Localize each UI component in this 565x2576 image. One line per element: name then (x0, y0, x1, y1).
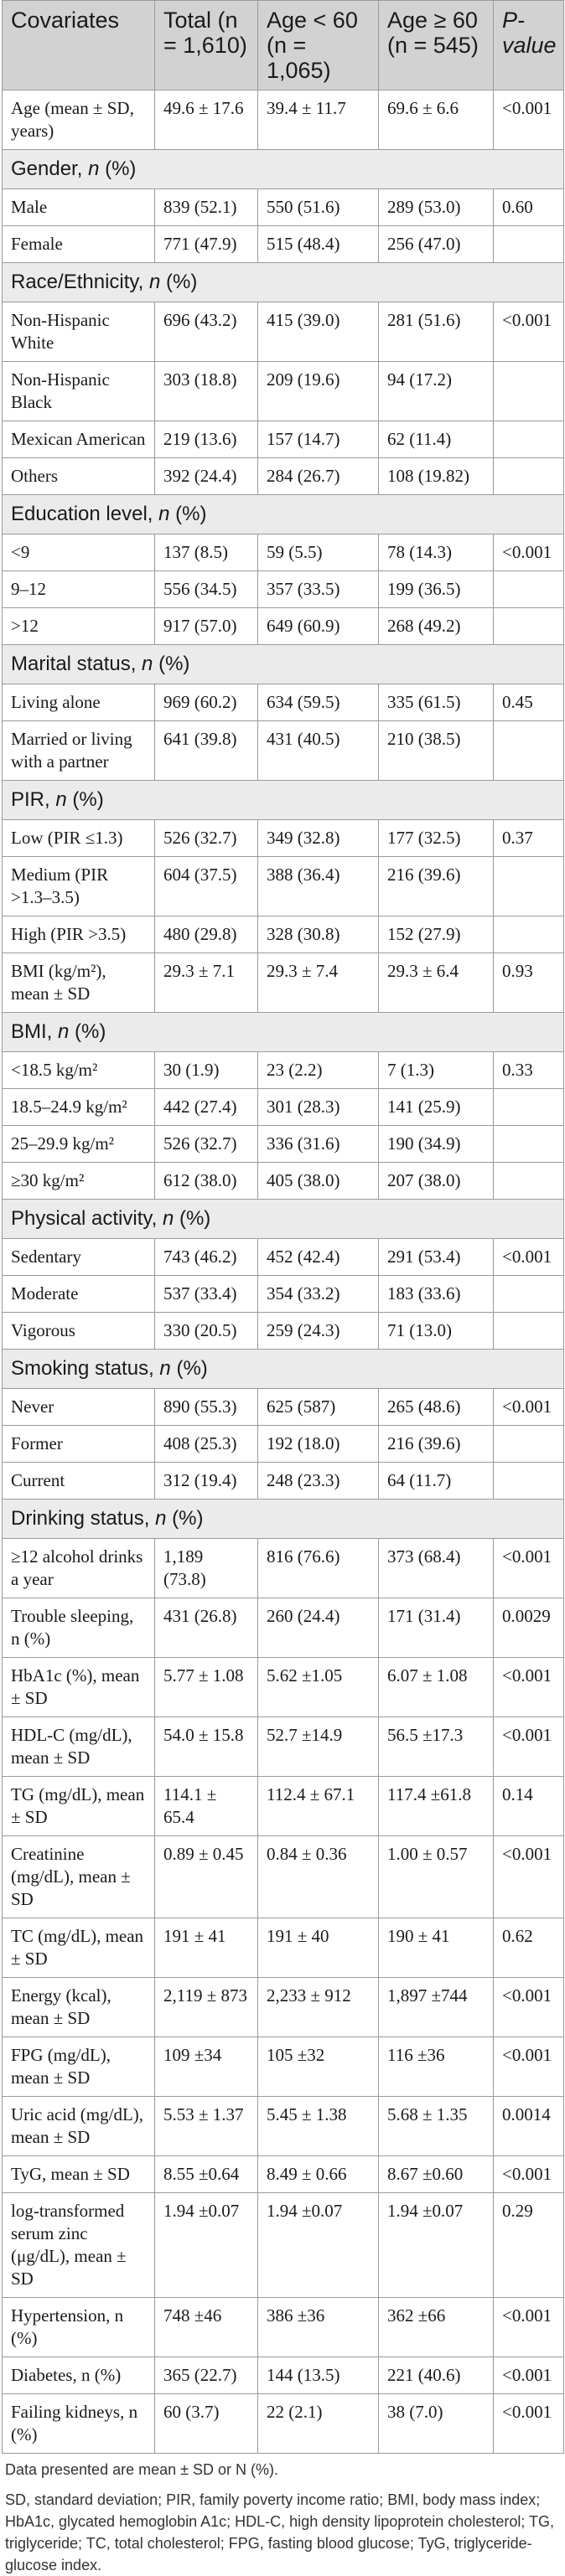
covariate-cell: Trouble sleeping, n (%) (3, 1598, 155, 1658)
footnote-data-presented: Data presented are mean ± SD or N (%). (5, 2461, 279, 2478)
age-under-60-cell: 0.84 ± 0.36 (258, 1836, 379, 1918)
covariate-cell: BMI (kg/m²), mean ± SD (3, 953, 155, 1013)
total-cell: 641 (39.8) (155, 721, 258, 781)
total-cell: 2,119 ± 873 (155, 1978, 258, 2037)
age-60-plus-cell: 335 (61.5) (379, 684, 494, 721)
p-value-cell: 0.60 (494, 189, 564, 226)
covariate-cell: log-transformed serum zinc (μg/dL), mean ± SD (3, 2193, 155, 2298)
header-covariates: Covariates (3, 1, 155, 90)
age-under-60-cell: 29.3 ± 7.4 (258, 953, 379, 1013)
table-row (3, 1163, 564, 1200)
covariate-cell: Current (3, 1463, 155, 1500)
total-cell: 408 (25.3) (155, 1426, 258, 1463)
age-60-plus-cell: 38 (7.0) (379, 2394, 494, 2454)
age-under-60-cell: 23 (2.2) (258, 1052, 379, 1089)
age-under-60-cell: 649 (60.9) (258, 608, 379, 645)
section-header-row (3, 1013, 564, 1052)
p-value-cell (494, 1426, 564, 1463)
age-60-plus-cell: 116 ±36 (379, 2037, 494, 2097)
p-value-cell: <0.001 (494, 2357, 564, 2394)
p-value-cell (494, 916, 564, 953)
p-value-cell: 0.37 (494, 820, 564, 857)
p-value-cell (494, 421, 564, 458)
section-header-row (3, 1500, 564, 1539)
age-60-plus-cell: 152 (27.9) (379, 916, 494, 953)
baseline-characteristics-table (2, 0, 564, 2454)
total-cell: 8.55 ±0.64 (155, 2156, 258, 2193)
covariate-cell: Uric acid (mg/dL), mean ± SD (3, 2097, 155, 2156)
total-cell: 392 (24.4) (155, 458, 258, 495)
table-row (3, 1463, 564, 1500)
section-header-label: Marital status, n (%) (3, 645, 564, 684)
age-60-plus-cell: 207 (38.0) (379, 1163, 494, 1200)
table-body (3, 90, 564, 2454)
covariate-cell: Failing kidneys, n (%) (3, 2394, 155, 2454)
covariate-cell: Age (mean ± SD, years) (3, 90, 155, 150)
p-value-cell: <0.001 (494, 90, 564, 150)
table-row (3, 1052, 564, 1089)
covariate-cell: <18.5 kg/m² (3, 1052, 155, 1089)
table-row (3, 820, 564, 857)
header-p-value: P-value (494, 1, 564, 90)
p-value-cell: 0.29 (494, 2193, 564, 2298)
total-cell: 49.6 ± 17.6 (155, 90, 258, 150)
total-cell: 137 (8.5) (155, 534, 258, 571)
age-60-plus-cell: 71 (13.0) (379, 1313, 494, 1350)
covariate-cell: Diabetes, n (%) (3, 2357, 155, 2394)
total-cell: 890 (55.3) (155, 1389, 258, 1426)
age-under-60-cell: 260 (24.4) (258, 1598, 379, 1658)
age-under-60-cell: 105 ±32 (258, 2037, 379, 2097)
age-60-plus-cell: 281 (51.6) (379, 302, 494, 362)
covariate-cell: Others (3, 458, 155, 495)
covariate-cell: HbA1c (%), mean ± SD (3, 1658, 155, 1717)
age-60-plus-cell: 69.6 ± 6.6 (379, 90, 494, 150)
table-row (3, 534, 564, 571)
p-value-cell: <0.001 (494, 1978, 564, 2037)
table-row (3, 2394, 564, 2454)
covariate-cell: Married or living with a partner (3, 721, 155, 781)
covariate-cell: ≥30 kg/m² (3, 1163, 155, 1200)
total-cell: 109 ±34 (155, 2037, 258, 2097)
p-value-cell: <0.001 (494, 2298, 564, 2357)
table-row (3, 916, 564, 953)
total-cell: 743 (46.2) (155, 1239, 258, 1276)
section-header-label: Physical activity, n (%) (3, 1200, 564, 1239)
table-row (3, 421, 564, 458)
age-60-plus-cell: 199 (36.5) (379, 571, 494, 608)
total-cell: 60 (3.7) (155, 2394, 258, 2454)
section-header-row (3, 263, 564, 302)
p-value-cell: <0.001 (494, 1389, 564, 1426)
age-under-60-cell: 336 (31.6) (258, 1126, 379, 1163)
covariate-cell: Vigorous (3, 1313, 155, 1350)
section-header-label: Race/Ethnicity, n (%) (3, 263, 564, 302)
header-row (3, 1, 564, 90)
p-value-cell (494, 362, 564, 421)
covariate-cell: 25–29.9 kg/m² (3, 1126, 155, 1163)
age-under-60-cell: 5.62 ±1.05 (258, 1658, 379, 1717)
covariate-cell: TG (mg/dL), mean ± SD (3, 1777, 155, 1836)
table-row (3, 1918, 564, 1978)
age-60-plus-cell: 6.07 ± 1.08 (379, 1658, 494, 1717)
age-under-60-cell: 328 (30.8) (258, 916, 379, 953)
age-under-60-cell: 550 (51.6) (258, 189, 379, 226)
table-row (3, 1426, 564, 1463)
total-cell: 1,189 (73.8) (155, 1539, 258, 1598)
total-cell: 526 (32.7) (155, 820, 258, 857)
table-row (3, 1313, 564, 1350)
covariate-cell: TyG, mean ± SD (3, 2156, 155, 2193)
covariate-cell: Living alone (3, 684, 155, 721)
section-header-label: Smoking status, n (%) (3, 1350, 564, 1389)
covariate-cell: ≥12 alcohol drinks a year (3, 1539, 155, 1598)
table-row (3, 2156, 564, 2193)
table-row (3, 302, 564, 362)
p-value-cell (494, 721, 564, 781)
age-under-60-cell: 634 (59.5) (258, 684, 379, 721)
table-row (3, 2298, 564, 2357)
section-header-label: BMI, n (%) (3, 1013, 564, 1052)
p-value-cell (494, 1463, 564, 1500)
covariate-cell: FPG (mg/dL), mean ± SD (3, 2037, 155, 2097)
age-60-plus-cell: 268 (49.2) (379, 608, 494, 645)
total-cell: 696 (43.2) (155, 302, 258, 362)
age-under-60-cell: 59 (5.5) (258, 534, 379, 571)
table-row (3, 1239, 564, 1276)
table-row (3, 1598, 564, 1658)
age-60-plus-cell: 216 (39.6) (379, 857, 494, 916)
p-value-cell (494, 1163, 564, 1200)
table-row (3, 1978, 564, 2037)
age-60-plus-cell: 221 (40.6) (379, 2357, 494, 2394)
total-cell: 917 (57.0) (155, 608, 258, 645)
age-under-60-cell: 248 (23.3) (258, 1463, 379, 1500)
covariate-cell: Low (PIR ≤1.3) (3, 820, 155, 857)
total-cell: 365 (22.7) (155, 2357, 258, 2394)
header-age-60-plus: Age ≥ 60 (n = 545) (379, 1, 494, 90)
age-under-60-cell: 191 ± 40 (258, 1918, 379, 1978)
covariate-cell: Moderate (3, 1276, 155, 1313)
total-cell: 748 ±46 (155, 2298, 258, 2357)
table-row (3, 1539, 564, 1598)
table-row (3, 721, 564, 781)
age-60-plus-cell: 29.3 ± 6.4 (379, 953, 494, 1013)
p-value-cell (494, 1313, 564, 1350)
total-cell: 330 (20.5) (155, 1313, 258, 1350)
age-under-60-cell: 349 (32.8) (258, 820, 379, 857)
section-header-label: PIR, n (%) (3, 781, 564, 820)
age-60-plus-cell: 171 (31.4) (379, 1598, 494, 1658)
p-value-cell (494, 1126, 564, 1163)
age-60-plus-cell: 1.00 ± 0.57 (379, 1836, 494, 1918)
age-under-60-cell: 39.4 ± 11.7 (258, 90, 379, 150)
age-60-plus-cell: 373 (68.4) (379, 1539, 494, 1598)
age-60-plus-cell: 78 (14.3) (379, 534, 494, 571)
age-60-plus-cell: 141 (25.9) (379, 1089, 494, 1126)
covariate-cell: 18.5–24.9 kg/m² (3, 1089, 155, 1126)
total-cell: 1.94 ±0.07 (155, 2193, 258, 2298)
p-value-cell (494, 857, 564, 916)
age-60-plus-cell: 8.67 ±0.60 (379, 2156, 494, 2193)
table-row (3, 2193, 564, 2298)
p-value-cell: 0.45 (494, 684, 564, 721)
age-under-60-cell: 52.7 ±14.9 (258, 1717, 379, 1777)
total-cell: 312 (19.4) (155, 1463, 258, 1500)
covariate-cell: Hypertension, n (%) (3, 2298, 155, 2357)
p-value-cell: <0.001 (494, 2394, 564, 2454)
p-value-cell: <0.001 (494, 1836, 564, 1918)
p-value-cell: <0.001 (494, 2037, 564, 2097)
table-row (3, 362, 564, 421)
p-value-cell: 0.62 (494, 1918, 564, 1978)
age-under-60-cell: 301 (28.3) (258, 1089, 379, 1126)
p-value-cell (494, 1276, 564, 1313)
p-value-cell (494, 458, 564, 495)
p-value-cell: <0.001 (494, 1658, 564, 1717)
section-header-label: Gender, n (%) (3, 150, 564, 189)
age-60-plus-cell: 256 (47.0) (379, 226, 494, 263)
section-header-label: Drinking status, n (%) (3, 1500, 564, 1539)
total-cell: 114.1 ± 65.4 (155, 1777, 258, 1836)
table-row (3, 1276, 564, 1313)
total-cell: 556 (34.5) (155, 571, 258, 608)
age-under-60-cell: 144 (13.5) (258, 2357, 379, 2394)
age-under-60-cell: 8.49 ± 0.66 (258, 2156, 379, 2193)
age-60-plus-cell: 1.94 ±0.07 (379, 2193, 494, 2298)
footnote-abbreviations: SD, standard deviation; PIR, family poverty income ratio; BMI, body mass index; HbA1c, glycated hemoglobin A1c; HDL-C, high density lipoprotein cholesterol; TG, triglyceride; TC, total cholesterol; FPG, fasting blood glucose; TyG, triglyceride-glucose index. (5, 2491, 555, 2573)
p-value-cell: 0.0014 (494, 2097, 564, 2156)
total-cell: 303 (18.8) (155, 362, 258, 421)
age-60-plus-cell: 190 (34.9) (379, 1126, 494, 1163)
table-row (3, 571, 564, 608)
covariate-cell: 9–12 (3, 571, 155, 608)
p-value-cell: 0.33 (494, 1052, 564, 1089)
p-value-cell: <0.001 (494, 534, 564, 571)
age-60-plus-cell: 216 (39.6) (379, 1426, 494, 1463)
total-cell: 5.77 ± 1.08 (155, 1658, 258, 1717)
age-under-60-cell: 415 (39.0) (258, 302, 379, 362)
p-value-cell: <0.001 (494, 302, 564, 362)
age-60-plus-cell: 362 ±66 (379, 2298, 494, 2357)
total-cell: 480 (29.8) (155, 916, 258, 953)
age-under-60-cell: 157 (14.7) (258, 421, 379, 458)
table-row (3, 1658, 564, 1717)
header-age-under-60: Age < 60 (n = 1,065) (258, 1, 379, 90)
age-under-60-cell: 405 (38.0) (258, 1163, 379, 1200)
age-60-plus-cell: 177 (32.5) (379, 820, 494, 857)
age-60-plus-cell: 265 (48.6) (379, 1389, 494, 1426)
covariate-cell: High (PIR >3.5) (3, 916, 155, 953)
age-under-60-cell: 5.45 ± 1.38 (258, 2097, 379, 2156)
covariate-cell: Male (3, 189, 155, 226)
section-header-row (3, 1200, 564, 1239)
table-row (3, 953, 564, 1013)
p-value-cell: <0.001 (494, 1539, 564, 1598)
section-header-label: Education level, n (%) (3, 495, 564, 534)
age-under-60-cell: 357 (33.5) (258, 571, 379, 608)
age-60-plus-cell: 94 (17.2) (379, 362, 494, 421)
age-60-plus-cell: 183 (33.6) (379, 1276, 494, 1313)
age-under-60-cell: 192 (18.0) (258, 1426, 379, 1463)
table-row (3, 189, 564, 226)
total-cell: 442 (27.4) (155, 1089, 258, 1126)
age-60-plus-cell: 117.4 ±61.8 (379, 1777, 494, 1836)
section-header-row (3, 781, 564, 820)
age-60-plus-cell: 289 (53.0) (379, 189, 494, 226)
p-value-cell: <0.001 (494, 1717, 564, 1777)
table-row (3, 608, 564, 645)
age-60-plus-cell: 1,897 ±744 (379, 1978, 494, 2037)
covariate-cell: >12 (3, 608, 155, 645)
age-under-60-cell: 816 (76.6) (258, 1539, 379, 1598)
p-value-cell (494, 571, 564, 608)
p-value-cell: 0.14 (494, 1777, 564, 1836)
total-cell: 30 (1.9) (155, 1052, 258, 1089)
age-under-60-cell: 22 (2.1) (258, 2394, 379, 2454)
age-under-60-cell: 209 (19.6) (258, 362, 379, 421)
table-row (3, 2097, 564, 2156)
table-row (3, 2357, 564, 2394)
section-header-row (3, 495, 564, 534)
p-value-cell (494, 226, 564, 263)
age-under-60-cell: 354 (33.2) (258, 1276, 379, 1313)
total-cell: 431 (26.8) (155, 1598, 258, 1658)
section-header-row (3, 1350, 564, 1389)
age-60-plus-cell: 108 (19.82) (379, 458, 494, 495)
covariate-cell: Non-Hispanic White (3, 302, 155, 362)
total-cell: 839 (52.1) (155, 189, 258, 226)
covariate-cell: Medium (PIR >1.3–3.5) (3, 857, 155, 916)
age-under-60-cell: 284 (26.7) (258, 458, 379, 495)
age-60-plus-cell: 291 (53.4) (379, 1239, 494, 1276)
covariate-cell: Female (3, 226, 155, 263)
age-under-60-cell: 625 (587) (258, 1389, 379, 1426)
p-value-cell (494, 608, 564, 645)
table-row (3, 90, 564, 150)
total-cell: 612 (38.0) (155, 1163, 258, 1200)
age-60-plus-cell: 210 (38.5) (379, 721, 494, 781)
section-header-row (3, 645, 564, 684)
covariate-cell: Mexican American (3, 421, 155, 458)
table-row (3, 1836, 564, 1918)
age-under-60-cell: 452 (42.4) (258, 1239, 379, 1276)
total-cell: 537 (33.4) (155, 1276, 258, 1313)
table-row (3, 2037, 564, 2097)
covariate-cell: HDL-C (mg/dL), mean ± SD (3, 1717, 155, 1777)
total-cell: 29.3 ± 7.1 (155, 953, 258, 1013)
total-cell: 54.0 ± 15.8 (155, 1717, 258, 1777)
total-cell: 969 (60.2) (155, 684, 258, 721)
covariate-cell: Creatinine (mg/dL), mean ± SD (3, 1836, 155, 1918)
age-under-60-cell: 386 ±36 (258, 2298, 379, 2357)
age-under-60-cell: 515 (48.4) (258, 226, 379, 263)
p-value-cell: 0.93 (494, 953, 564, 1013)
age-under-60-cell: 1.94 ±0.07 (258, 2193, 379, 2298)
table-row (3, 1089, 564, 1126)
total-cell: 604 (37.5) (155, 857, 258, 916)
p-value-cell: <0.001 (494, 1239, 564, 1276)
total-cell: 771 (47.9) (155, 226, 258, 263)
table-row (3, 226, 564, 263)
total-cell: 219 (13.6) (155, 421, 258, 458)
covariate-cell: Never (3, 1389, 155, 1426)
table-row (3, 1717, 564, 1777)
age-under-60-cell: 259 (24.3) (258, 1313, 379, 1350)
covariate-cell: <9 (3, 534, 155, 571)
covariate-cell: Sedentary (3, 1239, 155, 1276)
table-row (3, 1777, 564, 1836)
total-cell: 0.89 ± 0.45 (155, 1836, 258, 1918)
age-under-60-cell: 431 (40.5) (258, 721, 379, 781)
age-60-plus-cell: 5.68 ± 1.35 (379, 2097, 494, 2156)
age-60-plus-cell: 56.5 ±17.3 (379, 1717, 494, 1777)
p-value-cell: 0.0029 (494, 1598, 564, 1658)
age-under-60-cell: 2,233 ± 912 (258, 1978, 379, 2037)
p-value-cell: <0.001 (494, 2156, 564, 2193)
section-header-row (3, 150, 564, 189)
covariate-cell: TC (mg/dL), mean ± SD (3, 1918, 155, 1978)
age-60-plus-cell: 64 (11.7) (379, 1463, 494, 1500)
total-cell: 526 (32.7) (155, 1126, 258, 1163)
age-60-plus-cell: 62 (11.4) (379, 421, 494, 458)
table-row (3, 857, 564, 916)
covariate-cell: Former (3, 1426, 155, 1463)
total-cell: 191 ± 41 (155, 1918, 258, 1978)
age-60-plus-cell: 7 (1.3) (379, 1052, 494, 1089)
table-row (3, 458, 564, 495)
table-row (3, 1389, 564, 1426)
covariate-cell: Non-Hispanic Black (3, 362, 155, 421)
table-row (3, 684, 564, 721)
header-total: Total (n = 1,610) (155, 1, 258, 90)
age-under-60-cell: 112.4 ± 67.1 (258, 1777, 379, 1836)
age-under-60-cell: 388 (36.4) (258, 857, 379, 916)
covariate-cell: Energy (kcal), mean ± SD (3, 1978, 155, 2037)
table-row (3, 1126, 564, 1163)
p-value-cell (494, 1089, 564, 1126)
age-60-plus-cell: 190 ± 41 (379, 1918, 494, 1978)
total-cell: 5.53 ± 1.37 (155, 2097, 258, 2156)
